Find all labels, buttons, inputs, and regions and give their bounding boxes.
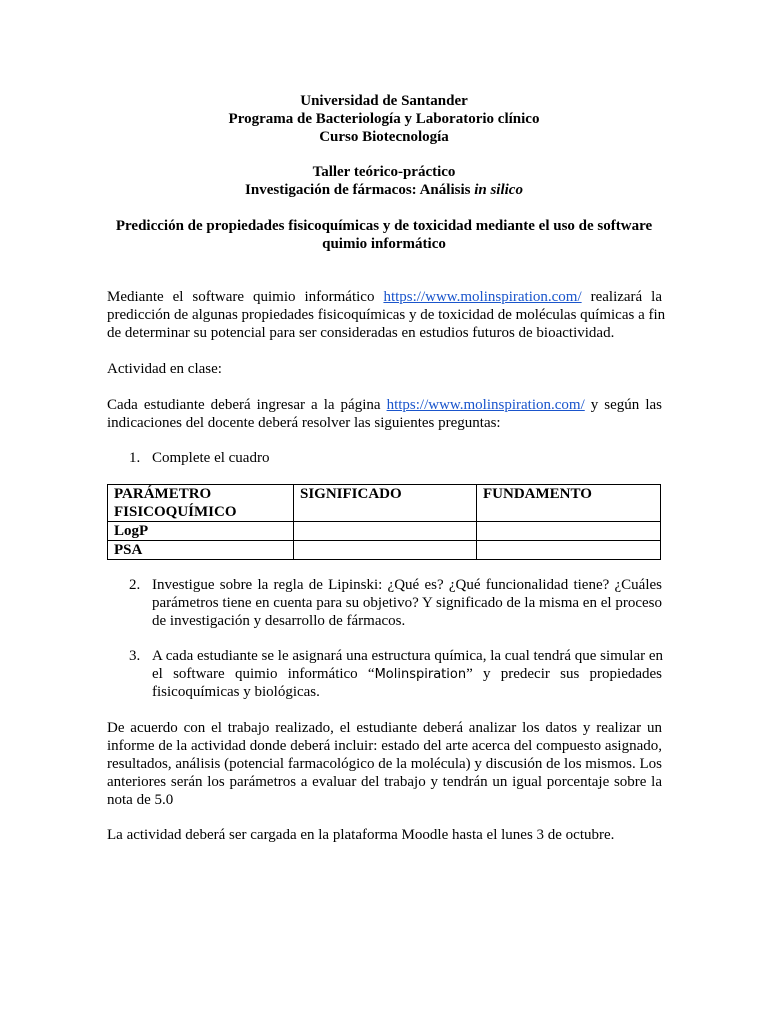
table-cell[interactable] <box>477 522 661 541</box>
header-significado: SIGNIFICADO <box>294 485 477 522</box>
list-number-1: 1. <box>129 450 141 466</box>
table-cell[interactable] <box>294 541 477 560</box>
list-item-2-line-2: parámetros tiene en cuenta para su objetivo? Y significado de la misma en el proceso <box>152 595 662 611</box>
table-cell: PSA <box>108 541 294 560</box>
list-item-3-line-1: A cada estudiante se le asignará una estructura química, la cual tendrá que simular en <box>152 648 664 664</box>
in-silico-italic: in silico <box>474 182 523 198</box>
program-name: Programa de Bacteriología y Laboratorio clínico <box>228 111 540 127</box>
instructions-line-2: indicaciones del docente deberá resolver las siguientes preguntas: <box>107 415 501 431</box>
intro-line-2: predicción de algunas propiedades fisicoquímicas y de toxicidad de moléculas químicas a fin <box>107 307 666 323</box>
list-item-3-line-3: fisicoquímicas y biológicas. <box>152 684 320 700</box>
closing-line-4: anteriores serán los parámetros a evaluar del trabajo y tendrán un igual porcentaje sobre la <box>107 774 662 790</box>
list-item-3-line-2: el software quimio informático “Molinspiration” y predecir sus propiedades <box>152 666 662 682</box>
list-item-2-line-3: de investigación y desarrollo de fármacos. <box>152 613 406 629</box>
intro-paragraph <box>107 288 666 342</box>
list-item-2-line-1: Investigue sobre la regla de Lipinski: ¿Qué es? ¿Qué funcionalidad tiene? ¿Cuáles <box>152 577 662 593</box>
investigation-title: Investigación de fármacos: Análisis in silico <box>245 182 523 198</box>
instructions-line-1: Cada estudiante deberá ingresar a la página https://www.molinspiration.com/ y según las <box>107 397 662 413</box>
molinspiration-link-2[interactable]: https://www.molinspiration.com/ <box>386 397 585 413</box>
table-header-row <box>108 485 661 522</box>
intro-line-3: de determinar su potencial para ser consideradas en estudios futuros de bioactividad. <box>107 325 615 341</box>
molinspiration-name: Molinspiration <box>374 667 467 682</box>
closing-line-3: resultados, análisis (potencial farmacológico de la molécula) y discusión de los mismos. Los <box>107 756 662 772</box>
table-cell: LogP <box>108 522 294 541</box>
molinspiration-link[interactable]: https://www.molinspiration.com/ <box>383 289 582 305</box>
instructions-paragraph <box>107 396 662 432</box>
table-cell[interactable] <box>477 541 661 560</box>
document-header <box>0 92 768 199</box>
intro-line-1: Mediante el software quimio informático https://www.molinspiration.com/ realizará la <box>107 289 662 305</box>
list-item-1-text: Complete el cuadro <box>152 450 270 466</box>
course-name: Curso Biotecnología <box>319 129 449 145</box>
closing-paragraph <box>107 719 662 809</box>
header-fundamento: FUNDAMENTO <box>477 485 661 522</box>
table-cell[interactable] <box>294 522 477 541</box>
table-row <box>108 541 661 560</box>
list-number-2: 2. <box>129 577 141 593</box>
list-number-3: 3. <box>129 648 141 664</box>
subtitle-line-2: quimio informático <box>322 236 446 252</box>
parameter-table <box>107 484 661 560</box>
closing-line-5: nota de 5.0 <box>107 792 174 808</box>
document-subtitle <box>106 217 662 253</box>
activity-label: Actividad en clase: <box>107 361 222 377</box>
subtitle-line-1: Predicción de propiedades fisicoquímicas y de toxicidad mediante el uso de software <box>115 218 653 234</box>
deadline-paragraph: La actividad deberá ser cargada en la plataforma Moodle hasta el lunes 3 de octubre. <box>107 827 615 843</box>
workshop-title: Taller teórico-práctico <box>312 164 456 180</box>
university-name: Universidad de Santander <box>300 93 468 109</box>
closing-line-2: informe de la actividad donde deberá incluir: estado del arte acerca del compuesto asignado, <box>107 738 662 754</box>
table-row <box>108 522 661 541</box>
closing-line-1: De acuerdo con el trabajo realizado, el estudiante deberá analizar los datos y realizar un <box>107 720 662 736</box>
header-parametro: PARÁMETRO FISICOQUÍMICO <box>108 485 294 522</box>
